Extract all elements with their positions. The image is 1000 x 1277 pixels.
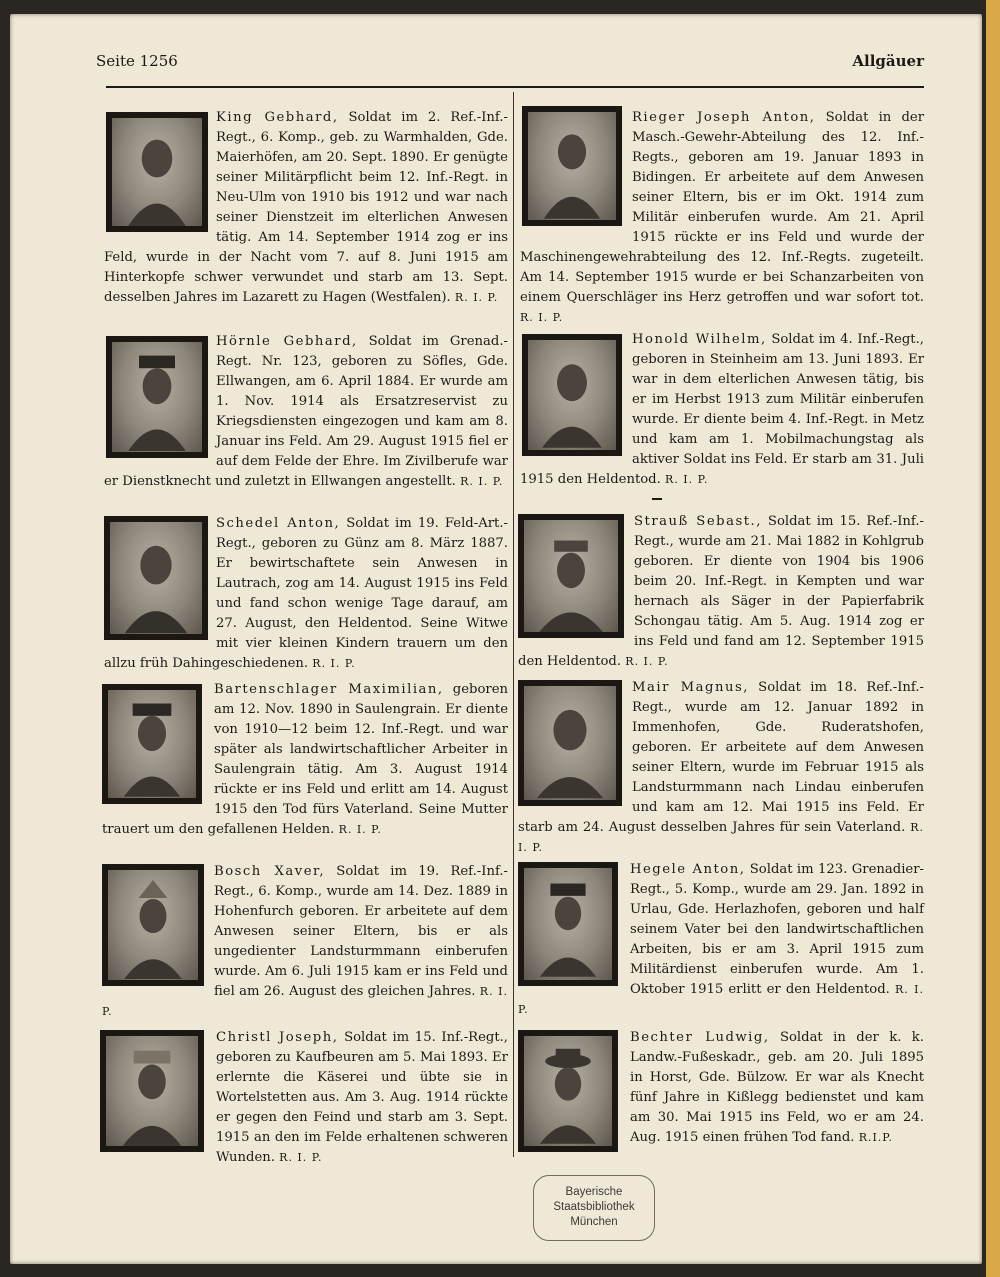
library-stamp <box>533 1175 655 1241</box>
obituary-body: Soldat im 19. Feld-Art.-Regt., geboren zu Günz am 8. März 1887. Er bewirtschaftete sein Anwesen in Lautrach, zog am 14. August 1915 ins Feld und fand schon wenige Tage darauf, am 27. August, den Heldentod. Seine Witwe mit vier kleinen Kindern trauern um den allzu früh Dahingeschiedenen. <box>104 516 508 671</box>
column-divider <box>513 92 514 1157</box>
rip-mark: R. I. P. <box>338 823 382 836</box>
obituary-text <box>104 108 508 324</box>
rip-mark: R. I. P. <box>102 985 508 1018</box>
rip-mark: R. I. P. <box>518 821 924 854</box>
rip-mark: R. I. P. <box>279 1151 323 1164</box>
obituary-text <box>102 680 508 860</box>
rip-mark: R. I. P. <box>518 983 924 1016</box>
obituary-body: Soldat im 123. Grenadier-Regt., 5. Komp., wurde am 29. Jan. 1892 in Urlau, Gde. Herlazhofen, geboren und half seinem Vater bei den landwirtschaftlichen Arbeiten, bis er am 3. April 1915 zum Militärdienst einberufen wurde. Am 1. Oktober 1915 erlitt er den Heldentod. <box>630 862 924 997</box>
publication-title: Allgäuer <box>852 52 924 70</box>
stamp-line: Bayerische <box>565 1186 623 1198</box>
obituary-name: Bartenschlager Maximilian, <box>214 682 444 697</box>
obituary-text <box>518 860 924 1020</box>
rip-mark: R. I. P. <box>454 291 499 304</box>
rip-mark: R. I. P. <box>312 657 356 670</box>
obituary-name: Honold Wilhelm, <box>632 332 767 347</box>
rip-mark: R. I. P. <box>520 311 564 324</box>
obituary-body: Soldat im 2. Ref.-Inf.-Regt., 6. Komp., geb. zu Warmhalden, Gde. Maierhöfen, am 20. Sept. 1890. Er genügte seiner Militärpflicht beim 12. Inf.-Regt. in Neu-Ulm von 1910 bis 1912 und war nach seiner Dienstzeit im elterlichen Anwesen tätig. Am 14. September 1914 zog er ins Feld, wurde in der Nacht vom 7. auf 8. Juni 1915 am Hinterkopfe schwer verwundet und starb am 13. Sept. desselben Jahres im Lazarett zu Hagen (Westfalen). <box>104 110 508 305</box>
obituary-name: Hörnle Gebhard, <box>216 334 358 349</box>
obituary-text <box>102 862 508 1022</box>
obituary-body: Soldat in der Masch.-Gewehr-Abteilung des 12. Inf.-Regts., geboren am 19. Januar 1893 in Bidingen. Er arbeitete auf dem Anwesen seiner Eltern, bis er im Okt. 1914 zum Militär einberufen wurde. Am 21. April 1915 rückte er ins Feld und wurde der Maschinengewehrabteilung des 12. Inf.-Regts. zugeteilt. Am 14. September 1915 wurde er bei Schanzarbeiten von einem Querschläger ins Herz getroffen und war sofort tot. <box>520 110 924 305</box>
obituary-text <box>104 514 508 678</box>
obituary-name: Rieger Joseph Anton, <box>632 110 816 125</box>
obituary-text <box>520 108 924 324</box>
rip-mark: R. I. P. <box>665 473 709 486</box>
obituary-text <box>104 332 508 512</box>
obituary-name: Strauß Sebast., <box>634 514 762 529</box>
obituary-body: Soldat im 19. Ref.-Inf.-Regt., 6. Komp., wurde am 14. Dez. 1889 in Hohenfurch geboren. Er arbeitete auf dem Anwesen seiner Eltern, bis er als ungedienter Landsturmmann einberufen wurde. Am 6. Juli 1915 kam er ins Feld und fiel am 26. August des gleichen Jahres. <box>214 864 508 999</box>
obituary-body: Soldat im 15. Ref.-Inf.-Regt., wurde am 21. Mai 1882 in Kohlgrub geboren. Er diente von 1904 bis 1906 beim 20. Inf.-Regt. in Kempten und war hernach als Säger in der Papierfabrik Schongau tätig. Am 5. Aug. 1914 zog er ins Feld und fand am 12. September 1915 den Heldentod. <box>518 514 924 669</box>
obituary-name: Mair Magnus, <box>632 680 749 695</box>
rip-mark: R. I. P. <box>625 655 669 668</box>
obituary-text <box>518 512 924 676</box>
stray-dash <box>652 498 662 500</box>
obituary-text <box>520 330 924 510</box>
obituary-body: Soldat im 15. Inf.-Regt., geboren zu Kaufbeuren am 5. Mai 1893. Er erlernte die Käserei und übte sie in Wortelstetten aus. Am 3. Aug. 1914 rückte er gegen den Feind und starb am 3. Sept. 1915 an den im Felde erhaltenen schweren Wunden. <box>216 1030 509 1165</box>
rip-mark: R. I. P. <box>460 475 504 488</box>
stamp-line: Staatsbibliothek <box>553 1201 635 1213</box>
obituary-body: Soldat im 4. Inf.-Regt., geboren in Steinheim am 13. Juni 1893. Er war in dem elterlichen Anwesen tätig, bis er im Herbst 1913 zum Militär einberufen wurde. Er diente beim 4. Inf.-Regt. in Metz und kam am 1. Mobilmachungstag als aktiver Soldat ins Feld. Er starb am 31. Juli 1915 den Heldentod. <box>520 332 924 487</box>
obituary-text <box>100 1028 508 1168</box>
page-header <box>96 50 924 74</box>
scan-edge <box>986 0 1000 1277</box>
header-rule <box>106 86 924 88</box>
obituary-text <box>518 678 924 858</box>
rip-mark: R.I.P. <box>858 1131 893 1144</box>
obituary-body: Soldat in der k. k. Landw.-Fußeskadr., geb. am 20. Juli 1895 in Horst, Gde. Bülzow. Er war als Knecht fünf Jahre in Kißlegg bedienstet und kam am 30. Mai 1915 ins Feld, wo er am 24. Aug. 1915 einen frühen Tod fand. <box>630 1030 924 1145</box>
stamp-line: München <box>570 1216 618 1228</box>
obituary-body: geboren am 12. Nov. 1890 in Saulengrain. Er diente von 1910—12 beim 12. Inf.-Regt. und war später als landwirtschaftlicher Arbeiter in Saulengrain tätig. Am 3. August 1914 rückte er ins Feld und erlitt am 14. August 1915 den Tod fürs Vaterland. Seine Mutter trauert um den gefallenen Helden. <box>102 682 508 837</box>
obituary-text <box>518 1028 924 1168</box>
obituary-name: Christl Joseph, <box>216 1030 339 1045</box>
obituary-body: Soldat im 18. Ref.-Inf.-Regt., wurde am 12. Januar 1892 in Immenhofen, Gde. Ruderatshofen, geboren. Er arbeitete auf dem Anwesen seiner Eltern, wurde im Februar 1915 als Landsturmmann nach Lindau einberufen und kam am 12. Mai 1915 ins Feld. Er starb am 24. August desselben Jahres für sein Vaterland. <box>518 680 924 835</box>
obituary-name: Bechter Ludwig, <box>630 1030 770 1045</box>
page-number: Seite 1256 <box>96 52 178 70</box>
obituary-name: Schedel Anton, <box>216 516 341 531</box>
obituary-body: Soldat im Grenad.-Regt. Nr. 123, geboren zu Söfles, Gde. Ellwangen, am 6. April 1884. Er wurde am 1. Nov. 1914 als Ersatzreservist zu Kriegsdiensten eingezogen und kam am 8. Januar ins Feld. Am 29. August 1915 fiel er auf dem Felde der Ehre. Im Zivilberufe war er Dienstknecht und zuletzt in Ellwangen angestellt. <box>104 334 508 489</box>
obituary-name: King Gebhard, <box>216 110 339 125</box>
obituary-name: Bosch Xaver, <box>214 864 326 879</box>
obituary-name: Hegele Anton, <box>630 862 746 877</box>
